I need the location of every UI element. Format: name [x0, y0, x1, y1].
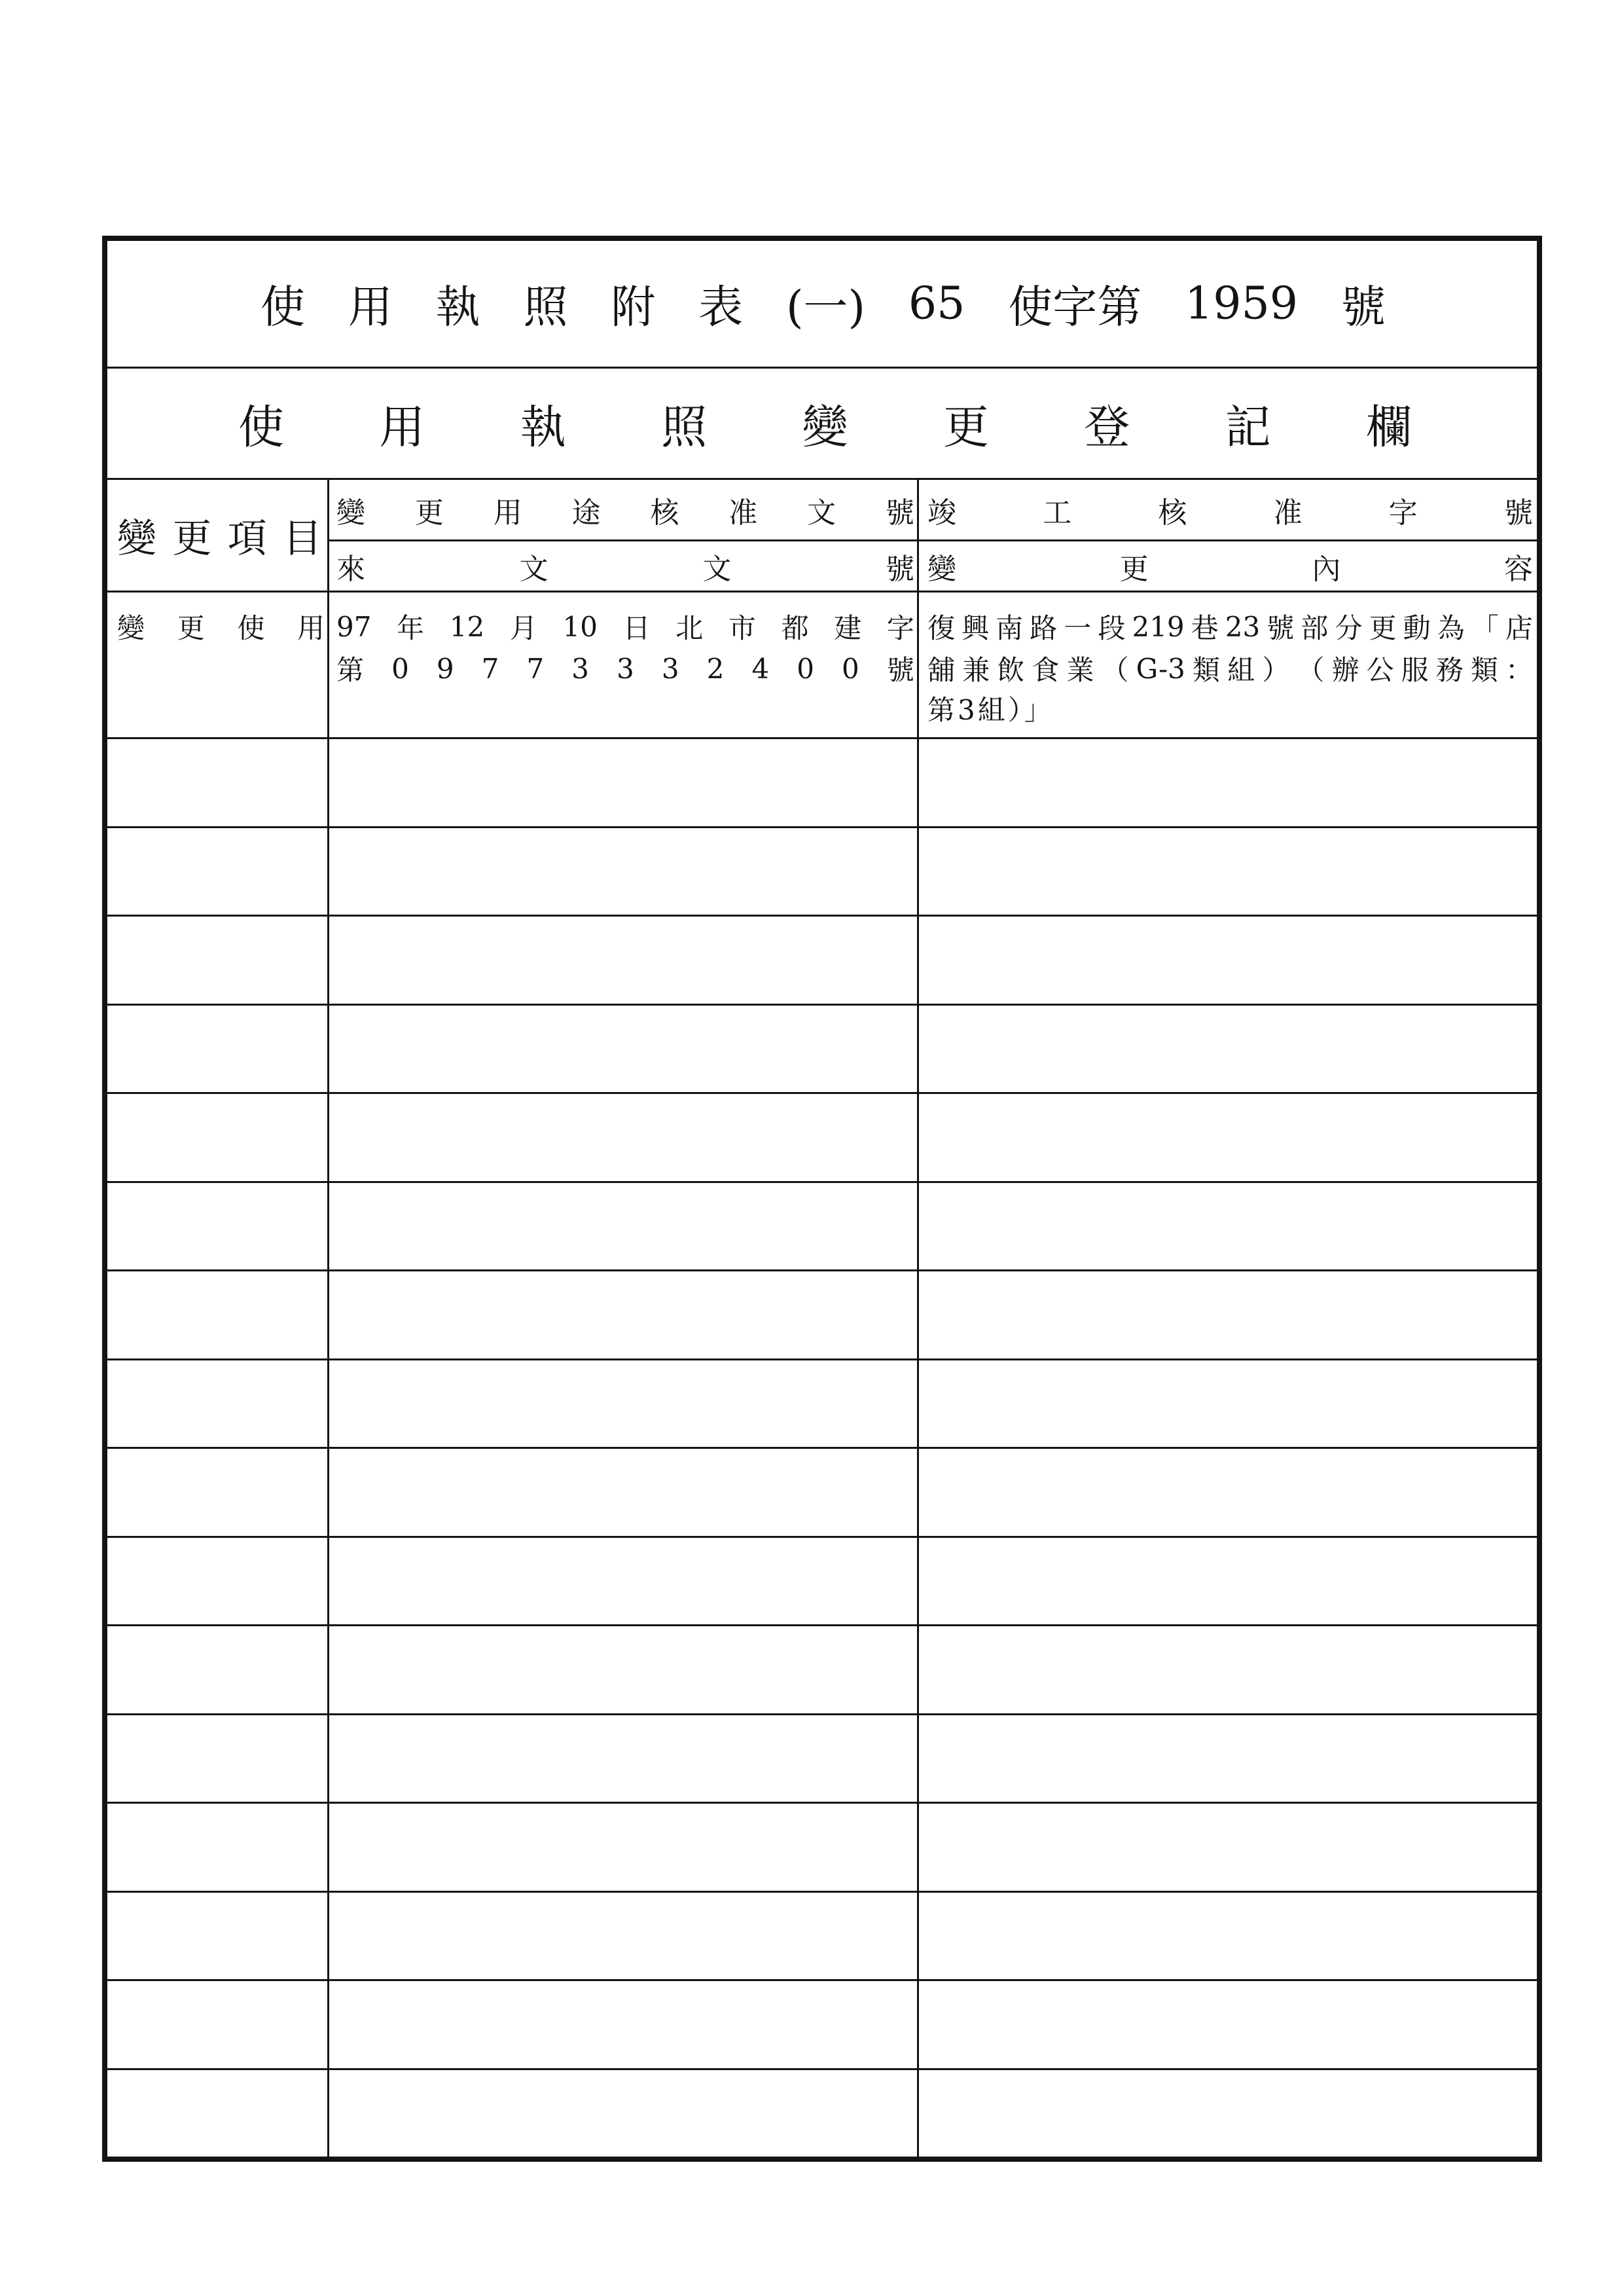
- header-doc-column: [329, 480, 919, 591]
- glyph: 65: [908, 278, 965, 330]
- glyph: 途: [571, 496, 601, 530]
- blank-row: [107, 1893, 1537, 1982]
- blank-doc-no-cell: [329, 1715, 919, 1802]
- glyph: 竣: [927, 496, 956, 530]
- glyph: 類: [1193, 654, 1221, 686]
- blank-doc-no-cell: [329, 1804, 919, 1891]
- glyph: 0: [797, 652, 814, 685]
- section-title: [238, 390, 1412, 456]
- record-row: [107, 592, 1537, 739]
- glyph: 更: [172, 515, 212, 562]
- blank-item-cell: [107, 1449, 329, 1536]
- glyph: 部: [1301, 612, 1329, 644]
- blank-item-cell: [107, 1538, 329, 1625]
- glyph: 23: [1225, 610, 1261, 643]
- usage-permit-change-table: [102, 236, 1542, 2162]
- glyph: 動: [1403, 612, 1431, 644]
- glyph: 欄: [1366, 400, 1412, 454]
- blank-item-cell: [107, 1006, 329, 1093]
- glyph: 3: [617, 652, 634, 685]
- blank-row: [107, 2070, 1537, 2157]
- header-change-content-cell: [919, 541, 1537, 591]
- glyph: 段: [1098, 612, 1126, 644]
- blank-content-cell: [919, 1538, 1537, 1625]
- header-incoming-doc-no: [336, 545, 914, 587]
- subtitle-row: [107, 369, 1537, 480]
- glyph: 文: [807, 496, 836, 530]
- header-change-item-cell: [107, 480, 329, 591]
- blank-doc-no-cell: [329, 1981, 919, 2068]
- glyph: 興: [962, 612, 990, 644]
- glyph: 219: [1132, 610, 1185, 643]
- blank-content-cell: [919, 917, 1537, 1004]
- glyph: 9: [436, 652, 454, 685]
- blank-row: [107, 828, 1537, 917]
- glyph: 核: [650, 496, 679, 530]
- glyph: 更: [1119, 552, 1149, 586]
- blank-doc-no-cell: [329, 1094, 919, 1181]
- blank-row: [107, 1715, 1537, 1804]
- blank-doc-no-cell: [329, 1360, 919, 1448]
- record-content-line-1: [927, 606, 1533, 647]
- glyph: 號: [1267, 612, 1295, 644]
- glyph: 市: [728, 612, 756, 644]
- blank-content-cell: [919, 1715, 1537, 1802]
- glyph: 號: [886, 654, 914, 686]
- glyph: G-3: [1136, 652, 1185, 685]
- title-row: [107, 241, 1537, 369]
- glyph: 更: [177, 612, 205, 644]
- blank-row: [107, 1183, 1537, 1272]
- glyph: 使: [237, 612, 265, 644]
- glyph: 文: [702, 552, 732, 586]
- glyph: 用: [348, 282, 393, 334]
- glyph: 使: [261, 282, 306, 334]
- glyph: 分: [1335, 612, 1363, 644]
- blank-row: [107, 1006, 1537, 1095]
- glyph: 北: [675, 612, 704, 644]
- glyph: 年: [397, 612, 425, 644]
- glyph: 附: [611, 282, 656, 334]
- blank-item-cell: [107, 739, 329, 826]
- glyph: 兼: [962, 654, 990, 686]
- glyph: 店: [1505, 612, 1533, 644]
- glyph: 變: [927, 552, 956, 586]
- glyph: 變: [802, 400, 848, 454]
- glyph: 類: [1470, 654, 1498, 686]
- header-approval-doc-no-cell: [329, 480, 917, 541]
- blank-content-cell: [919, 1449, 1537, 1536]
- glyph: 業: [1066, 654, 1094, 686]
- glyph: 照: [523, 282, 568, 334]
- glyph: 用: [379, 400, 425, 454]
- blank-content-cell: [919, 1183, 1537, 1270]
- blank-doc-no-cell: [329, 1449, 919, 1536]
- header-change-item: [117, 507, 322, 564]
- blank-row: [107, 1449, 1537, 1538]
- blank-row: [107, 1981, 1537, 2070]
- record-doc-no-line-1: [336, 606, 914, 647]
- record-content-cell: [919, 592, 1537, 737]
- blank-content-cell: [919, 1981, 1537, 2068]
- glyph: 3: [571, 652, 589, 685]
- glyph: 12: [449, 610, 485, 643]
- glyph: 復: [927, 612, 956, 644]
- glyph: 路: [1030, 612, 1058, 644]
- glyph: 0: [842, 652, 859, 685]
- glyph: 組: [1227, 654, 1255, 686]
- blank-doc-no-cell: [329, 2070, 919, 2157]
- blank-item-cell: [107, 1271, 329, 1358]
- header-completion-approval-no-cell: [919, 480, 1537, 541]
- glyph: 用: [493, 496, 522, 530]
- blank-doc-no-cell: [329, 1538, 919, 1625]
- glyph: 舖: [927, 654, 956, 686]
- record-change-item: [117, 606, 325, 647]
- header-row: [107, 480, 1537, 592]
- blank-row: [107, 739, 1537, 828]
- blank-item-cell: [107, 1183, 329, 1270]
- glyph: 來: [336, 552, 365, 586]
- blank-item-cell: [107, 1360, 329, 1448]
- glyph: 照: [661, 400, 708, 454]
- glyph: 4: [751, 652, 770, 685]
- glyph: 一: [1064, 612, 1092, 644]
- glyph: （: [1297, 654, 1325, 686]
- header-approval-doc-no: [336, 489, 914, 531]
- glyph: 字: [1388, 496, 1418, 530]
- glyph: 南: [996, 612, 1024, 644]
- glyph: 0: [391, 652, 409, 685]
- header-content-column: [919, 480, 1537, 591]
- glyph: 月: [509, 612, 537, 644]
- glyph: 執: [520, 400, 566, 454]
- glyph: 變: [336, 496, 365, 530]
- glyph: 准: [728, 496, 758, 530]
- glyph: 號: [1340, 282, 1386, 334]
- glyph: 公: [1366, 654, 1394, 686]
- glyph: 登: [1084, 400, 1130, 454]
- glyph: 目: [282, 515, 322, 562]
- blank-item-cell: [107, 1094, 329, 1181]
- glyph: 號: [885, 552, 914, 586]
- glyph: 日: [622, 612, 651, 644]
- blank-content-cell: [919, 1893, 1537, 1980]
- blank-content-cell: [919, 739, 1537, 826]
- blank-content-cell: [919, 828, 1537, 915]
- blank-doc-no-cell: [329, 1626, 919, 1713]
- glyph: 7: [481, 652, 499, 685]
- blank-doc-no-cell: [329, 1183, 919, 1270]
- glyph: 服: [1401, 654, 1429, 686]
- record-doc-no-cell: [329, 592, 919, 737]
- blank-item-cell: [107, 1626, 329, 1713]
- glyph: 7: [526, 652, 545, 685]
- glyph: 巷: [1191, 612, 1219, 644]
- glyph: 食: [1032, 654, 1060, 686]
- record-content-line-3: 第3組）」: [927, 694, 1054, 726]
- header-completion-approval-no: [927, 489, 1533, 531]
- glyph: 更: [1369, 612, 1397, 644]
- glyph: 表: [698, 282, 744, 334]
- blank-item-cell: [107, 1893, 329, 1980]
- glyph: 字: [886, 612, 914, 644]
- glyph: 第: [336, 654, 365, 686]
- glyph: 10: [562, 610, 598, 643]
- glyph: 變: [117, 515, 156, 562]
- glyph: 辦: [1331, 654, 1359, 686]
- blank-doc-no-cell: [329, 917, 919, 1004]
- blank-row: [107, 1626, 1537, 1715]
- glyph: ）: [1262, 654, 1290, 686]
- glyph: 都: [781, 612, 809, 644]
- blank-item-cell: [107, 917, 329, 1004]
- blank-item-cell: [107, 1715, 329, 1802]
- blank-row: [107, 1538, 1537, 1627]
- glyph: (一): [785, 282, 866, 334]
- glyph: 變: [117, 612, 145, 644]
- blank-content-cell: [919, 1626, 1537, 1713]
- blank-doc-no-cell: [329, 1893, 919, 1980]
- blank-item-cell: [107, 2070, 329, 2157]
- glyph: 3: [661, 652, 679, 685]
- blank-doc-no-cell: [329, 739, 919, 826]
- glyph: 「: [1471, 612, 1499, 644]
- record-item-cell: [107, 592, 329, 737]
- glyph: 務: [1435, 654, 1464, 686]
- blank-content-cell: [919, 2070, 1537, 2157]
- glyph: 更: [943, 400, 989, 454]
- blank-rows: [107, 739, 1537, 2157]
- blank-doc-no-cell: [329, 1006, 919, 1093]
- header-incoming-doc-no-cell: [329, 541, 917, 591]
- glyph: 為: [1437, 612, 1465, 644]
- glyph: 記: [1225, 400, 1271, 454]
- blank-row: [107, 1360, 1537, 1449]
- glyph: 內: [1312, 552, 1341, 586]
- glyph: 工: [1043, 496, 1072, 530]
- blank-doc-no-cell: [329, 828, 919, 915]
- blank-content-cell: [919, 1360, 1537, 1448]
- glyph: 准: [1273, 496, 1303, 530]
- blank-item-cell: [107, 1981, 329, 2068]
- glyph: 使字第: [1008, 282, 1142, 334]
- blank-item-cell: [107, 1804, 329, 1891]
- glyph: 執: [435, 282, 480, 334]
- glyph: 核: [1158, 496, 1187, 530]
- glyph: 項: [227, 515, 267, 562]
- glyph: ：: [1505, 654, 1533, 686]
- blank-content-cell: [919, 1094, 1537, 1181]
- blank-doc-no-cell: [329, 1271, 919, 1358]
- blank-content-cell: [919, 1271, 1537, 1358]
- glyph: 1959: [1185, 278, 1299, 330]
- glyph: 飲: [997, 654, 1025, 686]
- glyph: 容: [1503, 552, 1533, 586]
- glyph: 用: [297, 612, 325, 644]
- header-change-content: [927, 545, 1533, 587]
- blank-item-cell: [107, 828, 329, 915]
- glyph: 文: [519, 552, 548, 586]
- record-doc-no-line-2: [336, 647, 914, 689]
- glyph: 使: [238, 400, 284, 454]
- glyph: 號: [885, 496, 914, 530]
- blank-content-cell: [919, 1804, 1537, 1891]
- glyph: 97: [336, 610, 372, 643]
- document-title: [261, 272, 1386, 336]
- glyph: 2: [706, 652, 725, 685]
- blank-row: [107, 917, 1537, 1006]
- record-content-line-2: [927, 647, 1533, 689]
- glyph: 號: [1503, 496, 1533, 530]
- glyph: 建: [834, 612, 862, 644]
- blank-row: [107, 1804, 1537, 1893]
- glyph: （: [1101, 654, 1129, 686]
- glyph: 更: [414, 496, 444, 530]
- blank-row: [107, 1271, 1537, 1360]
- blank-row: [107, 1094, 1537, 1183]
- blank-content-cell: [919, 1006, 1537, 1093]
